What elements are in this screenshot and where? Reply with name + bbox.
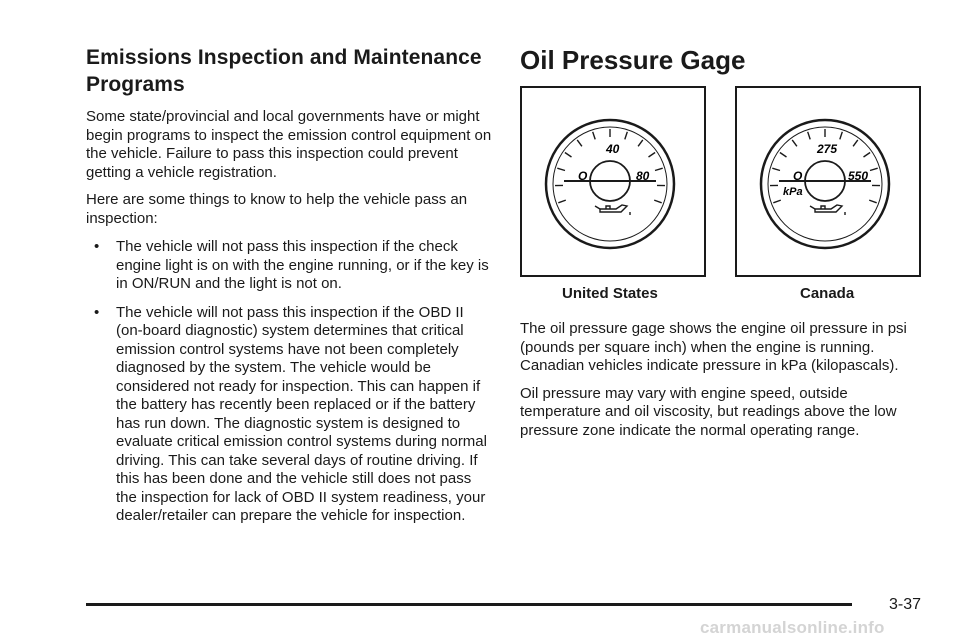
gage-tick (638, 140, 643, 146)
oil-can-icon (595, 205, 630, 215)
emissions-heading (86, 44, 492, 98)
watermark: carmanualsonline.info (700, 618, 885, 637)
gage-tick (654, 200, 662, 203)
emissions-lead: Here are some things to know to help the vehicle pass an inspection: (86, 191, 468, 227)
canada-unit-label: kPa (783, 186, 803, 198)
gage-tick (780, 153, 787, 158)
gage-tick (853, 140, 858, 146)
gage-tick (864, 153, 871, 158)
us-min-label: O (578, 169, 588, 183)
oil-heading: Oil Pressure Gage (520, 45, 746, 75)
gage-tick (655, 168, 663, 170)
gage-tick (773, 200, 781, 203)
list-item (94, 238, 492, 294)
canada-max-label: 550 (848, 169, 869, 183)
canada-mid-label: 275 (817, 142, 838, 156)
gage-tick (593, 132, 596, 140)
gage-tick (649, 153, 656, 158)
oil-gage-figure (520, 86, 924, 304)
gage-tick (808, 132, 811, 140)
right-column (520, 44, 924, 440)
left-column (86, 44, 492, 536)
list-item (94, 303, 492, 526)
us-oil-gage-illustration (522, 88, 704, 275)
emissions-intro: Some state/provincial and local governments have or might begin programs to inspect the emission control equipment on the vehicle. Failure to pass this inspection could prevent getting a vehicle registration. (86, 108, 492, 181)
us-max-label: 80 (636, 169, 650, 183)
gage-tick (869, 200, 877, 203)
list-item-text: The vehicle will not pass this inspection if the OBD II (on-board diagnostic) system determines that critical emission control systems have not been completely diagnosed by the system. The vehicle would be considered not ready for inspection. This can happen if the battery has recently been replaced or if the battery has run down. The diagnostic system is designed to evaluate critical emission control systems during normal driving. This can take several days of routine driving. If this has been done and the vehicle still does not pass the inspection for lack of OBD II system readiness, your dealer/retailer can prepare the vehicle for inspection. (116, 303, 487, 524)
gage-tick (557, 168, 565, 170)
gage-tick (792, 140, 797, 146)
list-item-text: The vehicle will not pass this inspection if the check engine light is on with the engine running, or if the key is in ON/RUN and the light is not on. (116, 238, 489, 292)
canada-gage-panel (735, 86, 921, 277)
gage-tick (577, 140, 582, 146)
oil-can-icon (810, 205, 845, 215)
oil-paragraph-1: The oil pressure gage shows the engine oil pressure in psi (pounds per square inch) when the engine is running. Canadian vehicles indicate pressure in kPa (kilopascals). (520, 320, 907, 374)
canada-caption: Canada (800, 285, 855, 302)
oil-description (520, 320, 924, 440)
page-number: 3-37 (889, 596, 922, 613)
gage-tick (840, 132, 843, 140)
gage-tick (558, 200, 566, 203)
gage-tick (565, 153, 572, 158)
emissions-heading-line2: Programs (86, 73, 185, 96)
emissions-bullet-list (86, 238, 492, 526)
oil-paragraph-2: Oil pressure may vary with engine speed, outside temperature and oil viscosity, but readings above the low pressure zone indicate the normal operating range. (520, 384, 897, 439)
gage-tick (870, 168, 878, 170)
us-mid-label: 40 (606, 142, 620, 156)
gage-tick (625, 132, 628, 140)
us-gage-panel (520, 86, 706, 277)
bullet-icon: • (94, 303, 100, 321)
us-caption: United States (562, 285, 658, 302)
emissions-heading-line1: Emissions Inspection and Maintenance (86, 46, 482, 69)
bullet-icon: • (94, 238, 100, 255)
footer-rule (86, 603, 852, 606)
canada-oil-gage-illustration (737, 88, 919, 275)
canada-min-label: O (793, 169, 803, 183)
gage-tick (772, 168, 780, 170)
